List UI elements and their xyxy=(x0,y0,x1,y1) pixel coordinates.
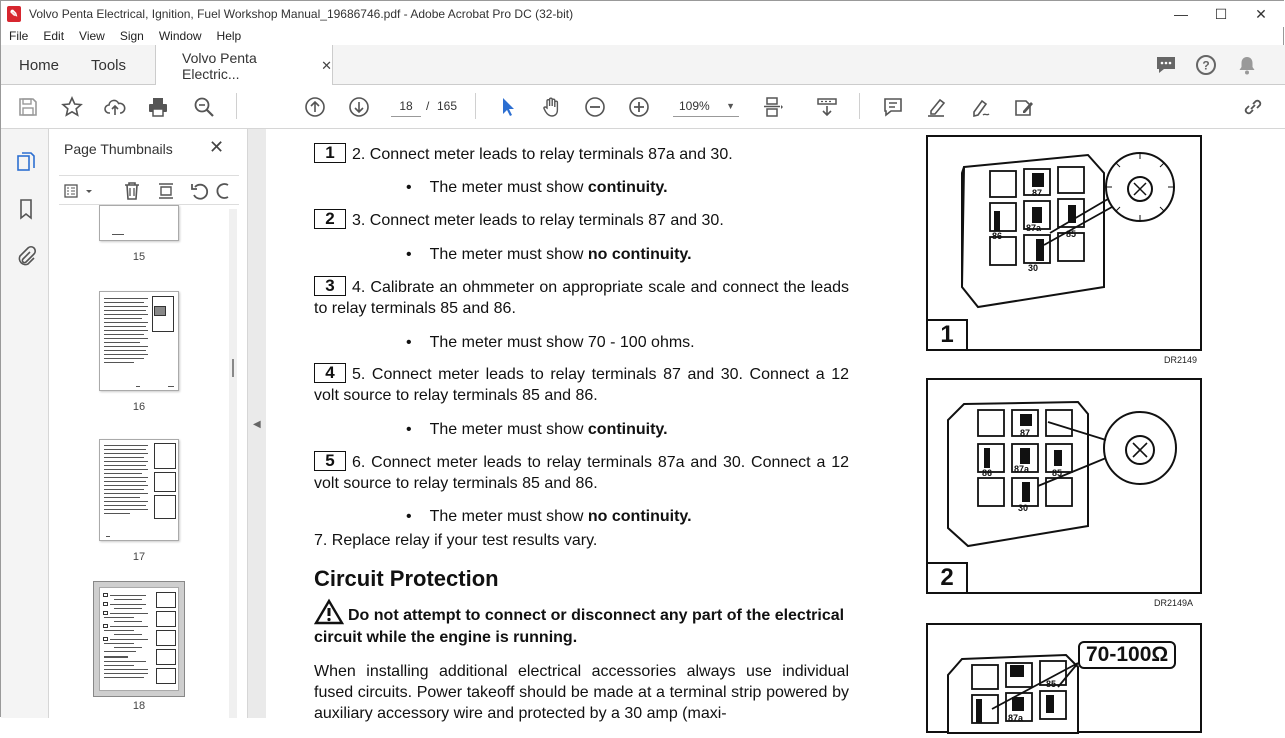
chevron-down-icon[interactable] xyxy=(83,180,95,202)
step-number-box: 3 xyxy=(314,276,346,296)
thumb-text-line xyxy=(104,342,140,343)
maximize-button[interactable]: ☐ xyxy=(1214,5,1228,22)
thumb-figure xyxy=(156,611,176,627)
terminal-87-label: 87 xyxy=(1020,428,1031,438)
bullet-bold-text: no continuity. xyxy=(587,246,692,263)
scroll-mode-icon[interactable] xyxy=(813,93,841,121)
terminal-85-label: 85 xyxy=(1052,468,1063,478)
step-text: 3. Connect meter leads to relay terminals 87 and 30. xyxy=(352,212,724,229)
document-view[interactable] xyxy=(266,129,1285,723)
thumb-text-line xyxy=(104,473,142,474)
relay-figure-2 xyxy=(926,378,1202,608)
bullet-dot: • xyxy=(406,246,412,263)
step-text: 4. Calibrate an ohmmeter on appropriate scale and connect the leads to relay terminals 85 and 86. xyxy=(314,279,849,317)
left-navigation-rail xyxy=(1,129,49,718)
step-text: 5. Connect meter leads to relay terminals 87 and 30. Connect a 12 volt source to relay terminals 85 and 86. xyxy=(314,366,849,404)
terminal-85-label: 85 xyxy=(1046,679,1057,689)
next-page-icon[interactable] xyxy=(345,93,373,121)
step-paragraph xyxy=(314,209,849,231)
figure-code: DR2149A xyxy=(1154,598,1194,608)
thumb-text-line xyxy=(104,485,148,486)
menu-help[interactable]: Help xyxy=(216,29,242,43)
thumb-figure xyxy=(154,443,176,469)
step-number-box: 5 xyxy=(314,451,346,471)
thumb-text-line xyxy=(104,673,148,674)
thumb-text-line xyxy=(168,386,174,387)
thumb-figure xyxy=(156,630,176,646)
attachments-paperclip-icon[interactable] xyxy=(13,243,39,269)
step-number-box: 2 xyxy=(314,209,346,229)
thumb-text-line xyxy=(136,386,140,387)
thumb-text-line xyxy=(104,330,148,331)
bullet-dot: • xyxy=(406,334,412,351)
collapse-panel-arrow-icon[interactable]: ◀ xyxy=(253,419,261,430)
thumb-text-line xyxy=(104,302,144,303)
chevron-down-icon: ▼ xyxy=(726,101,735,111)
thumb-text-line xyxy=(104,493,148,494)
terminal-86-label: 86 xyxy=(982,468,993,478)
zoom-out-icon[interactable] xyxy=(581,93,609,121)
tab-bar xyxy=(1,45,1285,85)
step-paragraph xyxy=(314,143,849,165)
step-paragraph xyxy=(314,451,849,494)
relay-figure-3 xyxy=(926,623,1202,733)
thumb-text-line xyxy=(104,643,134,644)
bullet-text: The meter must show xyxy=(429,179,588,196)
tab-document-close-button[interactable]: ✕ xyxy=(321,57,332,73)
page-fit-icon[interactable] xyxy=(759,93,787,121)
comment-bubble-icon[interactable] xyxy=(1154,53,1178,77)
thumb-text-line xyxy=(104,453,148,454)
menu-window[interactable]: Window xyxy=(158,29,202,43)
thumb-text-line xyxy=(110,613,148,614)
page-number-input[interactable]: 18 xyxy=(391,95,421,117)
thumb-text-line xyxy=(104,677,144,678)
menu-view[interactable]: View xyxy=(79,29,105,43)
pdf-page xyxy=(266,129,1285,723)
thumb-text-line xyxy=(112,234,124,235)
toolbar-divider xyxy=(236,93,237,119)
page-thumbnail[interactable] xyxy=(99,587,179,691)
thumb-text-line xyxy=(104,501,148,502)
menu-sign[interactable]: Sign xyxy=(119,29,144,43)
toolbar xyxy=(1,85,1285,129)
zoom-in-icon[interactable] xyxy=(625,93,653,121)
thumb-text-line xyxy=(104,318,142,319)
thumb-text-line xyxy=(104,354,148,355)
thumb-text-line xyxy=(104,665,134,666)
select-cursor-icon[interactable] xyxy=(494,93,522,121)
terminal-87a-label: 87a xyxy=(1008,713,1024,723)
thumb-text-line xyxy=(104,656,128,658)
page-thumbnail-selected[interactable] xyxy=(93,581,185,697)
thumb-text-line xyxy=(110,604,146,605)
thumb-text-line xyxy=(104,358,144,359)
thumb-text-line xyxy=(104,346,148,347)
thumb-text-line xyxy=(114,599,142,600)
thumb-step-box xyxy=(103,593,108,597)
figure-number-label: 1 xyxy=(926,319,968,351)
thumb-step-box xyxy=(103,611,108,615)
step-text: 2. Connect meter leads to relay terminals 87a and 30. xyxy=(352,146,733,163)
zoom-level-select[interactable] xyxy=(673,95,739,117)
thumb-text-line xyxy=(104,513,130,514)
warning-triangle-icon xyxy=(314,599,344,625)
bullet-dot: • xyxy=(406,421,412,438)
menu-file[interactable]: File xyxy=(9,29,29,43)
rotate-ccw-icon[interactable] xyxy=(189,180,211,202)
hand-tool-icon[interactable] xyxy=(538,93,566,121)
bullet-item xyxy=(406,177,668,198)
fill-sign-icon[interactable] xyxy=(1010,93,1038,121)
warning-text: Do not attempt to connect or disconnect any part of the electrical circuit while the engine is running. xyxy=(314,607,845,646)
thumb-text-line xyxy=(114,608,142,609)
relay-diagram-illustration xyxy=(928,137,1200,349)
thumb-text-line xyxy=(104,350,146,351)
thumb-text-line xyxy=(104,314,148,315)
section-heading: Circuit Protection xyxy=(314,566,499,591)
page-thumbnail[interactable] xyxy=(99,439,179,541)
sign-pen-icon[interactable] xyxy=(967,93,995,121)
previous-page-icon[interactable] xyxy=(301,93,329,121)
figure-code: DR2149 xyxy=(1164,355,1198,365)
thumb-text-line xyxy=(104,449,146,450)
terminal-30-label: 30 xyxy=(1028,263,1039,273)
tab-document-label: Volvo Penta Electric... xyxy=(182,49,257,82)
page-count: 165 xyxy=(437,99,458,113)
bullet-item xyxy=(406,506,692,527)
thumb-text-line xyxy=(104,362,134,363)
menu-bar xyxy=(1,27,1285,45)
rotate-cw-icon[interactable] xyxy=(219,180,233,202)
panel-close-button[interactable]: ✕ xyxy=(209,137,225,157)
relay-diagram-illustration xyxy=(928,380,1200,592)
step-paragraph xyxy=(314,276,849,319)
thumb-text-line xyxy=(110,626,148,627)
thumb-figure xyxy=(156,668,176,684)
page-thumbnail[interactable] xyxy=(99,205,179,241)
page-thumbnail-number: 17 xyxy=(132,551,146,563)
thumb-text-line xyxy=(104,505,146,506)
bullet-text: The meter must show xyxy=(429,508,588,525)
resistance-callout: 70-100Ω xyxy=(1078,641,1176,669)
page-thumbnail-number: 15 xyxy=(132,251,146,263)
thumb-text-line xyxy=(110,595,146,596)
minimize-button[interactable]: — xyxy=(1174,6,1188,22)
thumb-text-line xyxy=(104,477,148,478)
toolbar-divider xyxy=(859,93,860,119)
notifications-bell-icon[interactable] xyxy=(1235,53,1259,77)
panel-splitter[interactable] xyxy=(248,129,266,718)
step-paragraph xyxy=(314,363,849,406)
thumb-figure xyxy=(154,306,166,316)
terminal-30-label: 30 xyxy=(1018,503,1029,513)
zoom-level-value: 109% xyxy=(679,99,710,113)
bullet-bold-text: no continuity. xyxy=(587,508,692,525)
tab-home[interactable]: Home xyxy=(19,56,60,74)
terminal-86-label: 86 xyxy=(992,231,1003,241)
comment-icon[interactable] xyxy=(879,93,907,121)
page-thumbnail-number: 18 xyxy=(132,700,146,712)
thumb-text-line xyxy=(104,322,148,323)
terminal-87a-label: 87a xyxy=(1014,464,1030,474)
bullet-dot: • xyxy=(406,508,412,525)
step-text: 6. Connect meter leads to relay terminals 87a and 30. Connect a 12 volt source to relay terminals 85 and 86. xyxy=(314,454,849,492)
thumb-figure xyxy=(154,472,176,492)
share-link-icon[interactable] xyxy=(1239,93,1267,121)
thumb-text-line xyxy=(104,469,148,470)
tab-document[interactable] xyxy=(155,45,333,86)
figure-number-label: 2 xyxy=(926,562,968,594)
step-number-box: 1 xyxy=(314,143,346,163)
page-thumbnail[interactable] xyxy=(99,291,179,391)
body-paragraph: When installing additional electrical accessories always use individual fused circuits. Power takeoff should be made at a terminal strip powered by auxiliary accessory wire and protected by a 30 amp (maxi- xyxy=(314,663,849,722)
thumb-text-line xyxy=(114,634,142,635)
save-icon[interactable] xyxy=(14,93,42,121)
thumb-text-line xyxy=(104,457,144,458)
thumb-step-box xyxy=(103,637,108,641)
close-window-button[interactable]: ✕ xyxy=(1255,5,1267,22)
bookmark-star-icon[interactable] xyxy=(58,93,86,121)
thumbnail-toolbar xyxy=(59,175,239,205)
bullet-bold-text: continuity. xyxy=(587,421,668,438)
page-number-separator: / xyxy=(426,99,430,113)
thumb-text-line xyxy=(104,338,148,339)
thumb-step-box xyxy=(103,624,108,628)
bullet-item xyxy=(406,419,668,440)
thumbnail-options-icon[interactable] xyxy=(63,180,85,202)
thumb-text-line xyxy=(106,536,110,537)
thumb-text-line xyxy=(104,651,136,652)
terminal-87a-label: 87a xyxy=(1026,223,1042,233)
thumb-text-line xyxy=(104,461,148,462)
terminal-85-label: 85 xyxy=(1066,229,1077,239)
print-icon[interactable] xyxy=(144,93,172,121)
toolbar-divider xyxy=(475,93,476,119)
bullet-item xyxy=(406,244,692,265)
bullet-text: The meter must show 70 - 100 ohms. xyxy=(429,334,695,351)
thumb-figure xyxy=(156,649,176,665)
bookmarks-icon[interactable] xyxy=(13,196,39,222)
thumb-text-line xyxy=(104,465,146,466)
thumb-text-line xyxy=(104,489,144,490)
thumb-text-line xyxy=(104,669,148,670)
page-thumbnails-icon[interactable] xyxy=(13,149,39,175)
page-thumbnails-panel xyxy=(49,129,248,718)
step-number-box: 4 xyxy=(314,363,346,383)
thumb-text-line xyxy=(104,310,146,311)
thumb-text-line xyxy=(110,639,148,640)
terminal-87-label: 87 xyxy=(1032,188,1043,198)
scrollbar-thumb[interactable] xyxy=(232,359,234,377)
zoom-search-icon[interactable] xyxy=(190,93,218,121)
relay-figure-1 xyxy=(926,135,1202,365)
thumb-figure xyxy=(156,592,176,608)
thumb-step-box xyxy=(103,602,108,606)
acrobat-app-icon: ✎ xyxy=(7,6,21,22)
highlight-pen-icon[interactable] xyxy=(923,93,951,121)
thumb-text-line xyxy=(104,509,148,510)
thumb-text-line xyxy=(104,445,148,446)
thumb-text-line xyxy=(104,306,148,307)
page-thumbnail-number: 16 xyxy=(132,401,146,413)
thumb-figure xyxy=(154,495,176,519)
bullet-text: The meter must show xyxy=(429,246,588,263)
thumb-text-line xyxy=(104,617,134,618)
warning-paragraph xyxy=(314,599,849,649)
window-title: Volvo Penta Electrical, Ignition, Fuel Workshop Manual_19686746.pdf - Adobe Acrobat Pro DC (32-bit) xyxy=(29,7,574,21)
thumbnail-scrollbar[interactable] xyxy=(229,209,237,718)
extract-pages-icon[interactable] xyxy=(155,180,177,202)
thumb-text-line xyxy=(104,334,144,335)
bullet-bold-text: continuity. xyxy=(587,179,668,196)
thumb-text-line xyxy=(104,661,146,662)
tab-tools[interactable]: Tools xyxy=(91,56,127,74)
menu-edit[interactable]: Edit xyxy=(43,29,65,43)
thumb-text-line xyxy=(104,298,148,299)
thumb-text-line xyxy=(104,497,140,498)
bullet-item xyxy=(406,332,695,353)
thumb-text-line xyxy=(104,326,146,327)
help-icon[interactable] xyxy=(1194,53,1218,77)
thumb-text-line xyxy=(114,647,142,648)
thumb-text-line xyxy=(114,621,142,622)
thumb-text-line xyxy=(104,481,146,482)
upload-cloud-icon[interactable] xyxy=(101,93,129,121)
delete-trash-icon[interactable] xyxy=(121,180,143,202)
svg-text:?: ? xyxy=(1202,58,1210,73)
bullet-dot: • xyxy=(406,179,412,196)
thumb-text-line xyxy=(104,630,134,631)
panel-title: Page Thumbnails xyxy=(64,141,173,157)
title-bar xyxy=(1,1,1285,27)
bullet-text: The meter must show xyxy=(429,421,588,438)
step-7-text: 7. Replace relay if your test results vary. xyxy=(314,532,598,549)
